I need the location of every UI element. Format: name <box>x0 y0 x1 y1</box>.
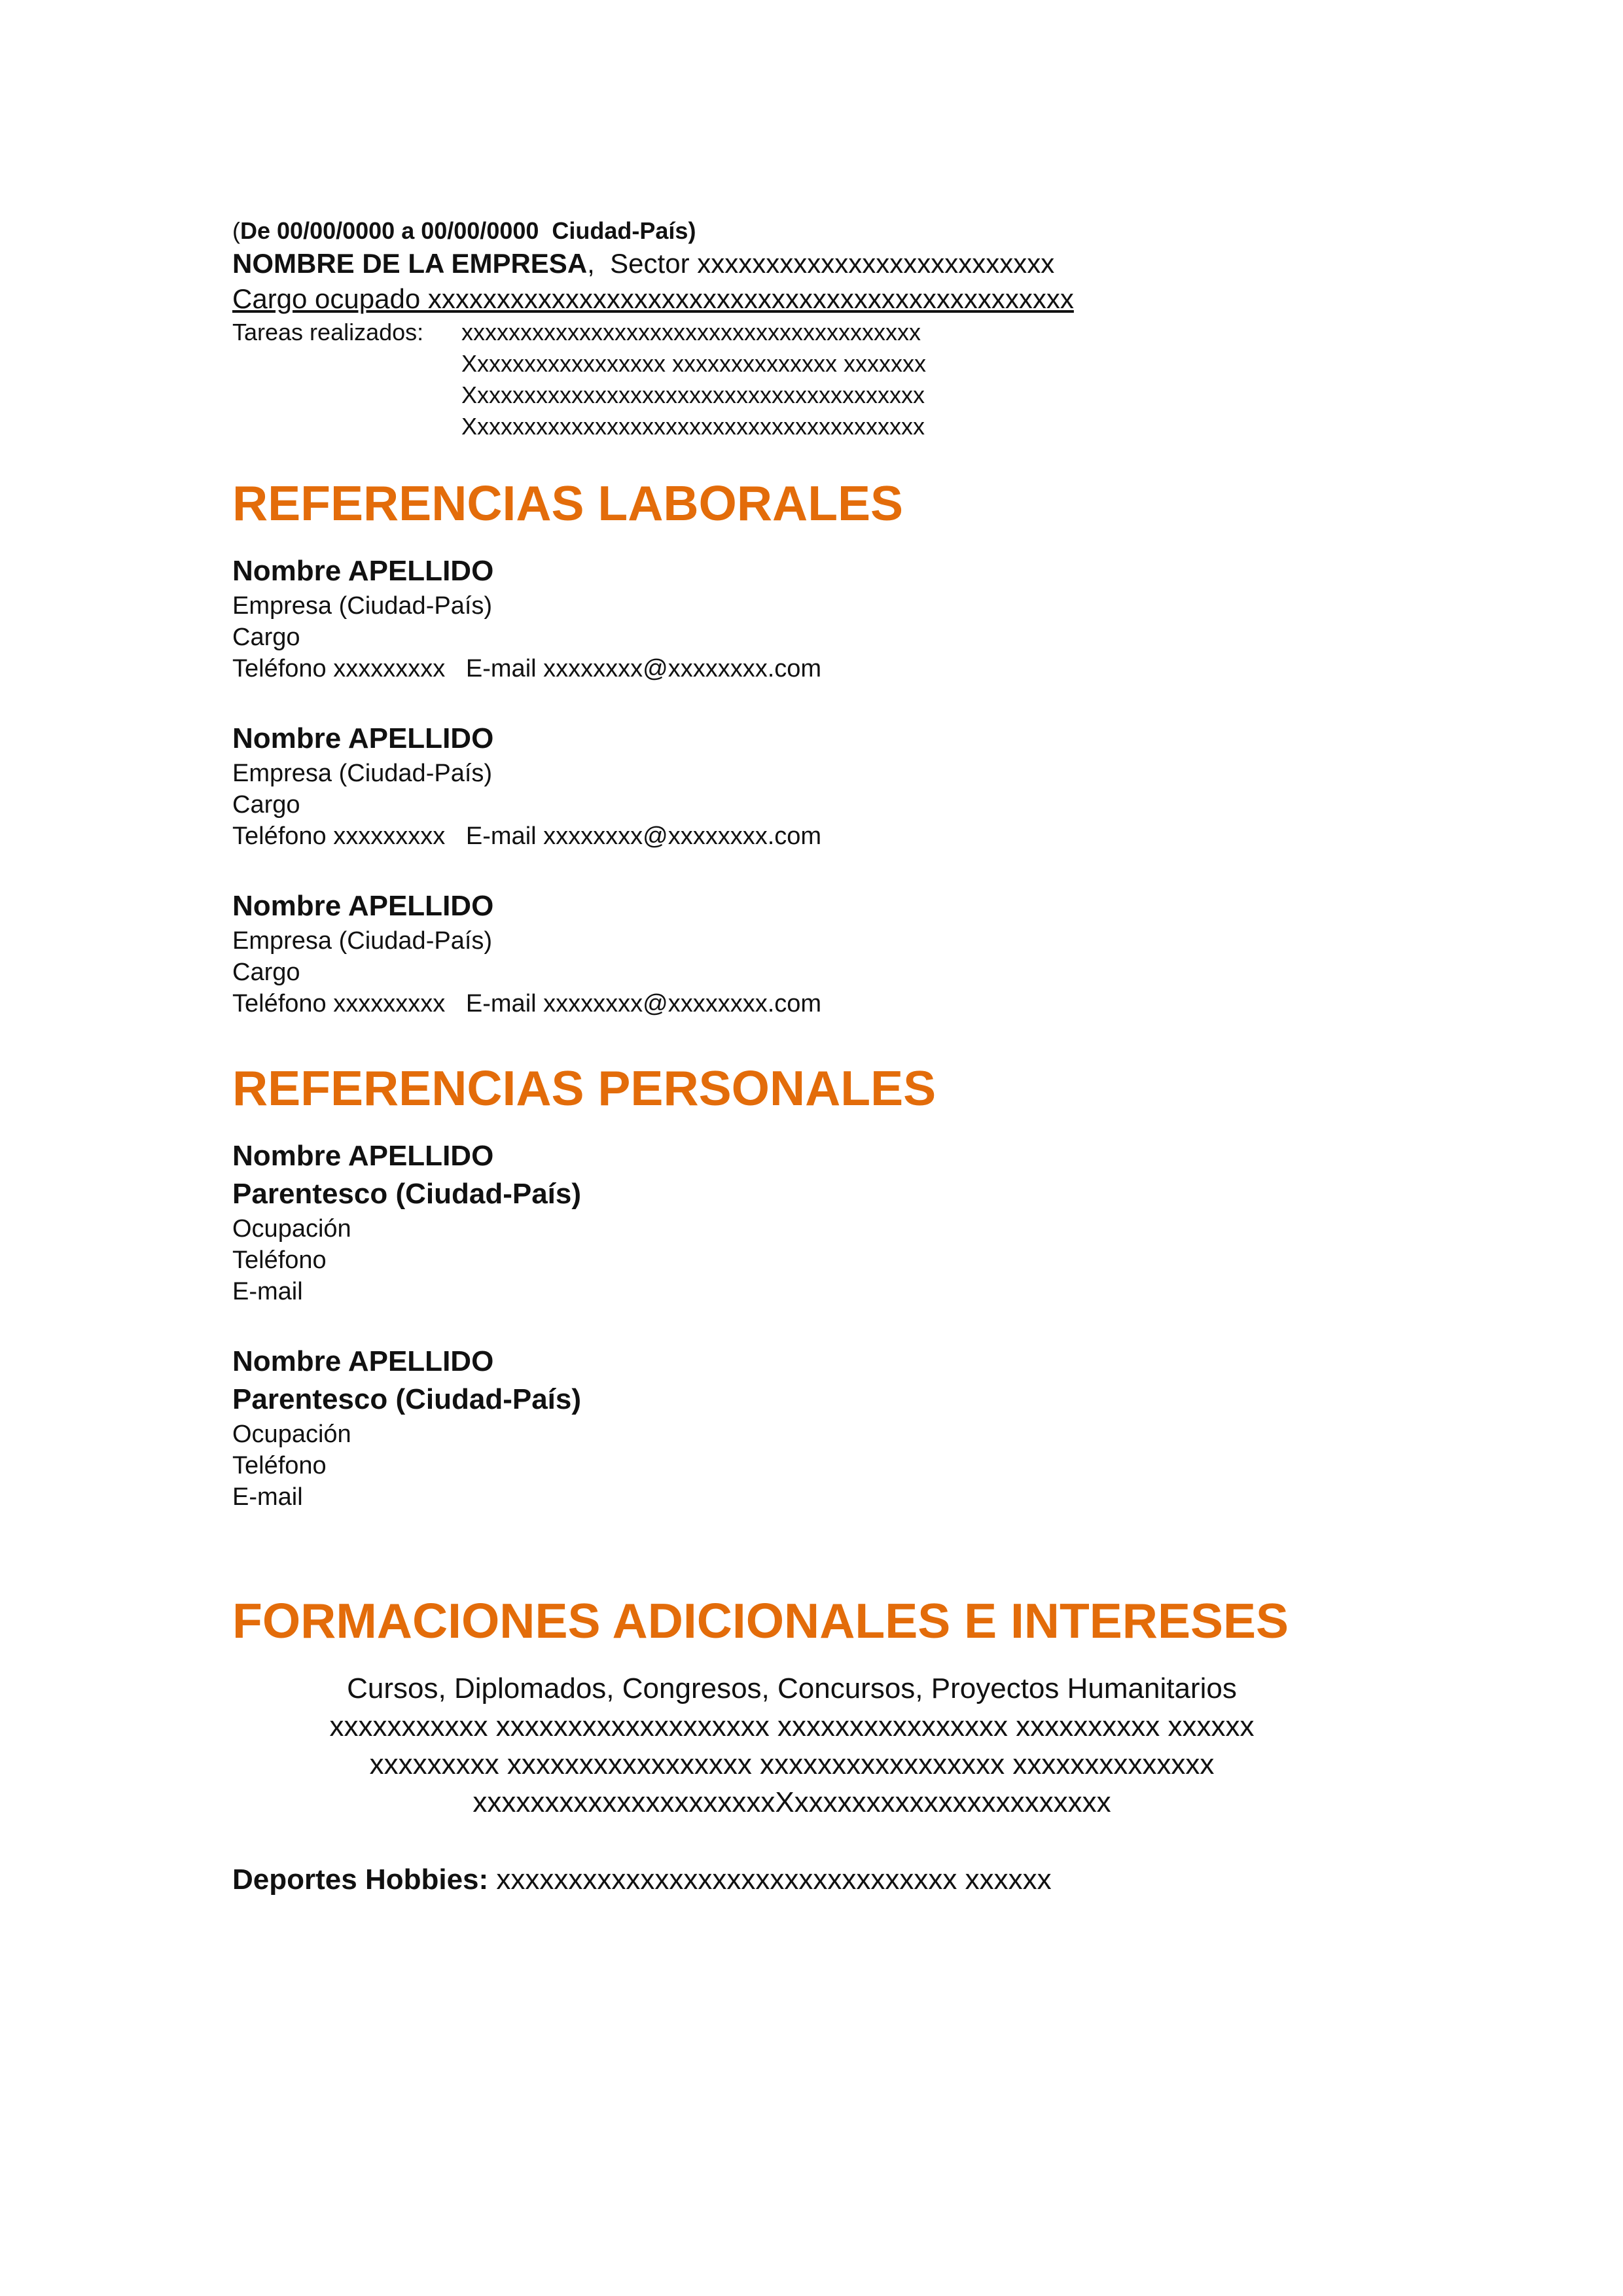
ref-occupation: Ocupación <box>232 1421 351 1448</box>
ref-email: E-mail <box>232 1278 303 1305</box>
date-open-paren: ( <box>232 217 240 244</box>
ref-role: Cargo <box>232 791 300 819</box>
date-text: De 00/00/0000 a 00/00/0000 Ciudad-País) <box>240 217 696 244</box>
ref-contact: Teléfono xxxxxxxxx E-mail xxxxxxxx@xxxxxxxx.com <box>232 655 822 682</box>
ref-contact: Teléfono xxxxxxxxx E-mail xxxxxxxx@xxxxxxxx.com <box>232 990 822 1017</box>
task-line: Xxxxxxxxxxxxxxxxx xxxxxxxxxxxxxx xxxxxxx <box>461 350 927 377</box>
hobbies-line <box>232 1861 1410 1899</box>
labor-reference <box>232 552 1410 684</box>
labor-reference <box>232 720 1410 852</box>
formaciones-body <box>232 1670 1410 1822</box>
company-separator: , <box>587 248 611 279</box>
task-line: xxxxxxxxxxxxxxxxxxxxxxxxxxxxxxxxxxxxxxx <box>461 319 921 345</box>
ref-phone: Teléfono <box>232 1452 327 1479</box>
ref-role: Cargo <box>232 624 300 651</box>
ref-company: Empresa (Ciudad-País) <box>232 592 493 620</box>
ref-email: E-mail <box>232 1483 303 1511</box>
labor-reference <box>232 887 1410 1019</box>
experience-role: Cargo ocupado xxxxxxxxxxxxxxxxxxxxxxxxxxxxxxxxxxxxxxxxxxxxxxx <box>232 283 1074 314</box>
company-name: NOMBRE DE LA EMPRESA <box>232 248 588 279</box>
resume-page <box>232 216 1410 1899</box>
experience-entry <box>232 216 1410 442</box>
experience-tasks <box>232 317 1410 442</box>
ref-name: Nombre APELLIDO <box>232 555 494 587</box>
ref-company: Empresa (Ciudad-País) <box>232 927 493 955</box>
personal-reference <box>232 1343 1410 1513</box>
ref-occupation: Ocupación <box>232 1215 351 1243</box>
tasks-label: Tareas realizados: <box>232 319 431 345</box>
ref-relation: Parentesco (Ciudad-País) <box>232 1383 582 1415</box>
company-sector: Sector xxxxxxxxxxxxxxxxxxxxxxxxxx <box>610 248 1055 279</box>
ref-name: Nombre APELLIDO <box>232 1345 494 1377</box>
section-title-formaciones: FORMACIONES ADICIONALES E INTERESES <box>232 1593 1289 1648</box>
formaciones-line: xxxxxxxxxxxxxxxxxxxxxXxxxxxxxxxxxxxxxxxxxxxx <box>473 1786 1111 1818</box>
section-title-personales: REFERENCIAS PERSONALES <box>232 1061 936 1116</box>
formaciones-line: xxxxxxxxxxx xxxxxxxxxxxxxxxxxxx xxxxxxxxxxxxxxxx xxxxxxxxxx xxxxxx <box>329 1710 1255 1742</box>
formaciones-line: Cursos, Diplomados, Congresos, Concursos, Proyectos Humanitarios <box>347 1672 1237 1704</box>
experience-date <box>232 216 1410 246</box>
ref-name: Nombre APELLIDO <box>232 722 494 754</box>
hobbies-label: Deportes Hobbies: <box>232 1863 489 1896</box>
task-line: Xxxxxxxxxxxxxxxxxxxxxxxxxxxxxxxxxxxxxxx <box>461 381 925 408</box>
personal-reference <box>232 1137 1410 1307</box>
formaciones-line: xxxxxxxxx xxxxxxxxxxxxxxxxx xxxxxxxxxxxxxxxxx xxxxxxxxxxxxxx <box>369 1748 1215 1780</box>
section-title-laborales: REFERENCIAS LABORALES <box>232 476 904 531</box>
ref-contact: Teléfono xxxxxxxxx E-mail xxxxxxxx@xxxxxxxx.com <box>232 822 822 850</box>
ref-company: Empresa (Ciudad-País) <box>232 760 493 787</box>
task-line: Xxxxxxxxxxxxxxxxxxxxxxxxxxxxxxxxxxxxxxx <box>461 413 925 440</box>
ref-phone: Teléfono <box>232 1246 327 1274</box>
ref-relation: Parentesco (Ciudad-País) <box>232 1178 582 1210</box>
ref-name: Nombre APELLIDO <box>232 890 494 922</box>
ref-role: Cargo <box>232 959 300 986</box>
hobbies-value: xxxxxxxxxxxxxxxxxxxxxxxxxxxxxxxx xxxxxx <box>488 1863 1052 1896</box>
ref-name: Nombre APELLIDO <box>232 1140 494 1172</box>
experience-company <box>232 246 1410 281</box>
